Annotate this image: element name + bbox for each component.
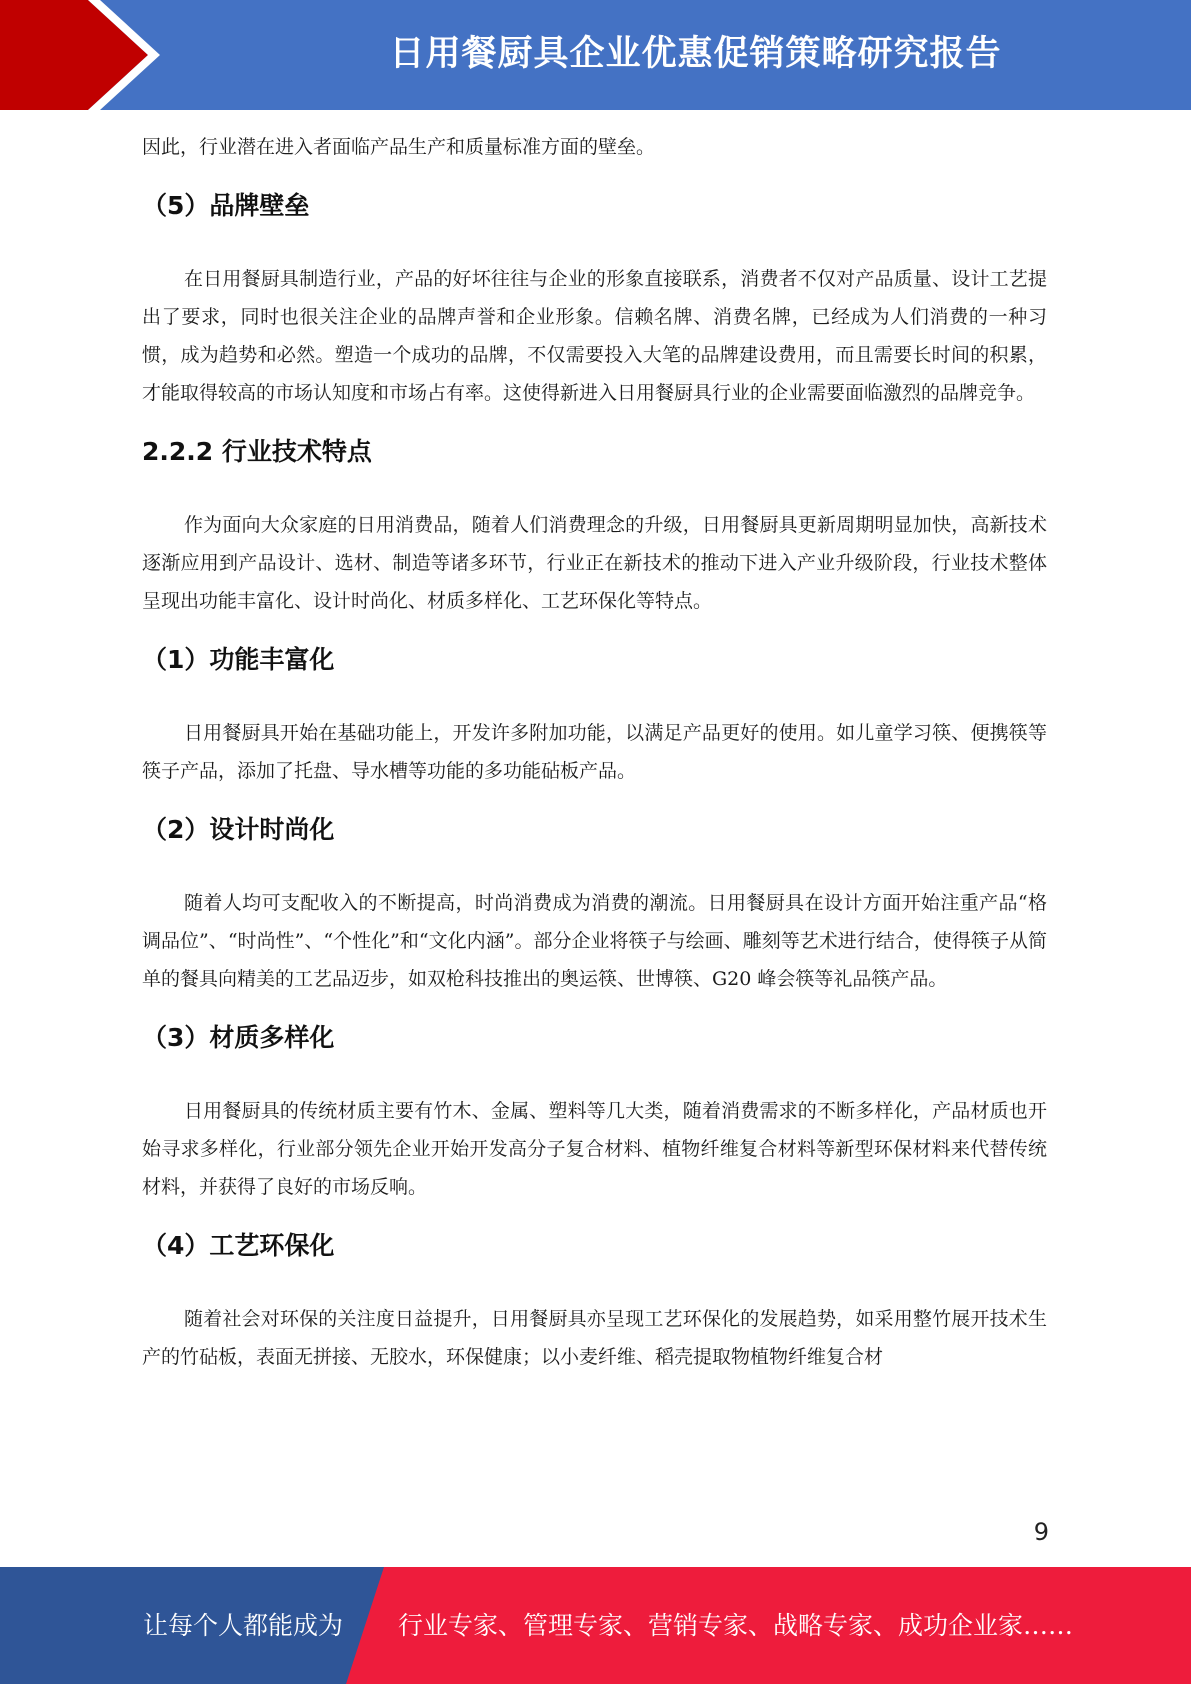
design-heading: （2）设计时尚化 xyxy=(142,815,335,844)
material-heading: （3）材质多样化 xyxy=(142,1023,335,1052)
process-paragraph: 随着社会对环保的关注度日益提升，日用餐厨具亦呈现工艺环保化的发展趋势，如采用整竹展开技术生产的竹砧板，表面无拼接、无胶水，环保健康；以小麦纤维、稻壳提取物植物纤维复合材 xyxy=(142,1308,1047,1368)
brand-barrier-paragraph: 在日用餐厨具制造行业，产品的好坏往往与企业的形象直接联系，消费者不仅对产品质量、设计工艺提出了要求，同时也很关注企业的品牌声誉和企业形象。信赖名牌、消费名牌，已经成为人们消费的一种习惯，成为趋势和必然。塑造一个成功的品牌，不仅需要投入大笔的品牌建设费用，而且需要长时间的积累，才能取得较高的市场认知度和市场占有率。这使得新进入日用餐厨具行业的企业需要面临激烈的品牌竞争。 xyxy=(142,268,1047,404)
report-title: 日用餐厨具企业优惠促销策略研究报告 xyxy=(389,34,1002,74)
page-header xyxy=(0,0,1191,110)
page-number: 9 xyxy=(1033,1518,1049,1546)
intro-paragraph: 因此，行业潜在进入者面临产品生产和质量标准方面的壁垒。 xyxy=(142,136,656,158)
process-heading: （4）工艺环保化 xyxy=(142,1231,335,1260)
page-body xyxy=(142,128,1047,1376)
section-paragraph: 作为面向大众家庭的日用消费品，随着人们消费理念的升级，日用餐厨具更新周期明显加快，高新技术逐渐应用到产品设计、选材、制造等诸多环节，行业正在新技术的推动下进入产业升级阶段，行业技术整体呈现出功能丰富化、设计时尚化、材质多样化、工艺环保化等特点。 xyxy=(142,514,1047,612)
function-heading: （1）功能丰富化 xyxy=(142,645,335,674)
brand-barrier-heading: （5）品牌壁垒 xyxy=(142,191,310,220)
section-heading: 2.2.2 行业技术特点 xyxy=(142,437,372,466)
design-paragraph: 随着人均可支配收入的不断提高，时尚消费成为消费的潮流。日用餐厨具在设计方面开始注重产品“格调品位”、“时尚性”、“个性化”和“文化内涵”。部分企业将筷子与绘画、雕刻等艺术进行结合，使得筷子从简单的餐具向精美的工艺品迈步，如双枪科技推出的奥运筷、世博筷、G20 峰会筷等礼品筷产品。 xyxy=(142,892,1047,990)
footer-slogan-left: 让每个人都能成为 xyxy=(143,1611,344,1640)
material-paragraph: 日用餐厨具的传统材质主要有竹木、金属、塑料等几大类，随着消费需求的不断多样化，产品材质也开始寻求多样化，行业部分领先企业开始开发高分子复合材料、植物纤维复合材料等新型环保材料来代替传统材料，并获得了良好的市场反响。 xyxy=(142,1100,1047,1198)
page-footer xyxy=(0,1567,1191,1684)
footer-slogan-right: 行业专家、管理专家、营销专家、战略专家、成功企业家…… xyxy=(398,1611,1074,1640)
function-paragraph: 日用餐厨具开始在基础功能上，开发许多附加功能，以满足产品更好的使用。如儿童学习筷、便携筷等筷子产品，添加了托盘、导水槽等功能的多功能砧板产品。 xyxy=(142,722,1047,782)
